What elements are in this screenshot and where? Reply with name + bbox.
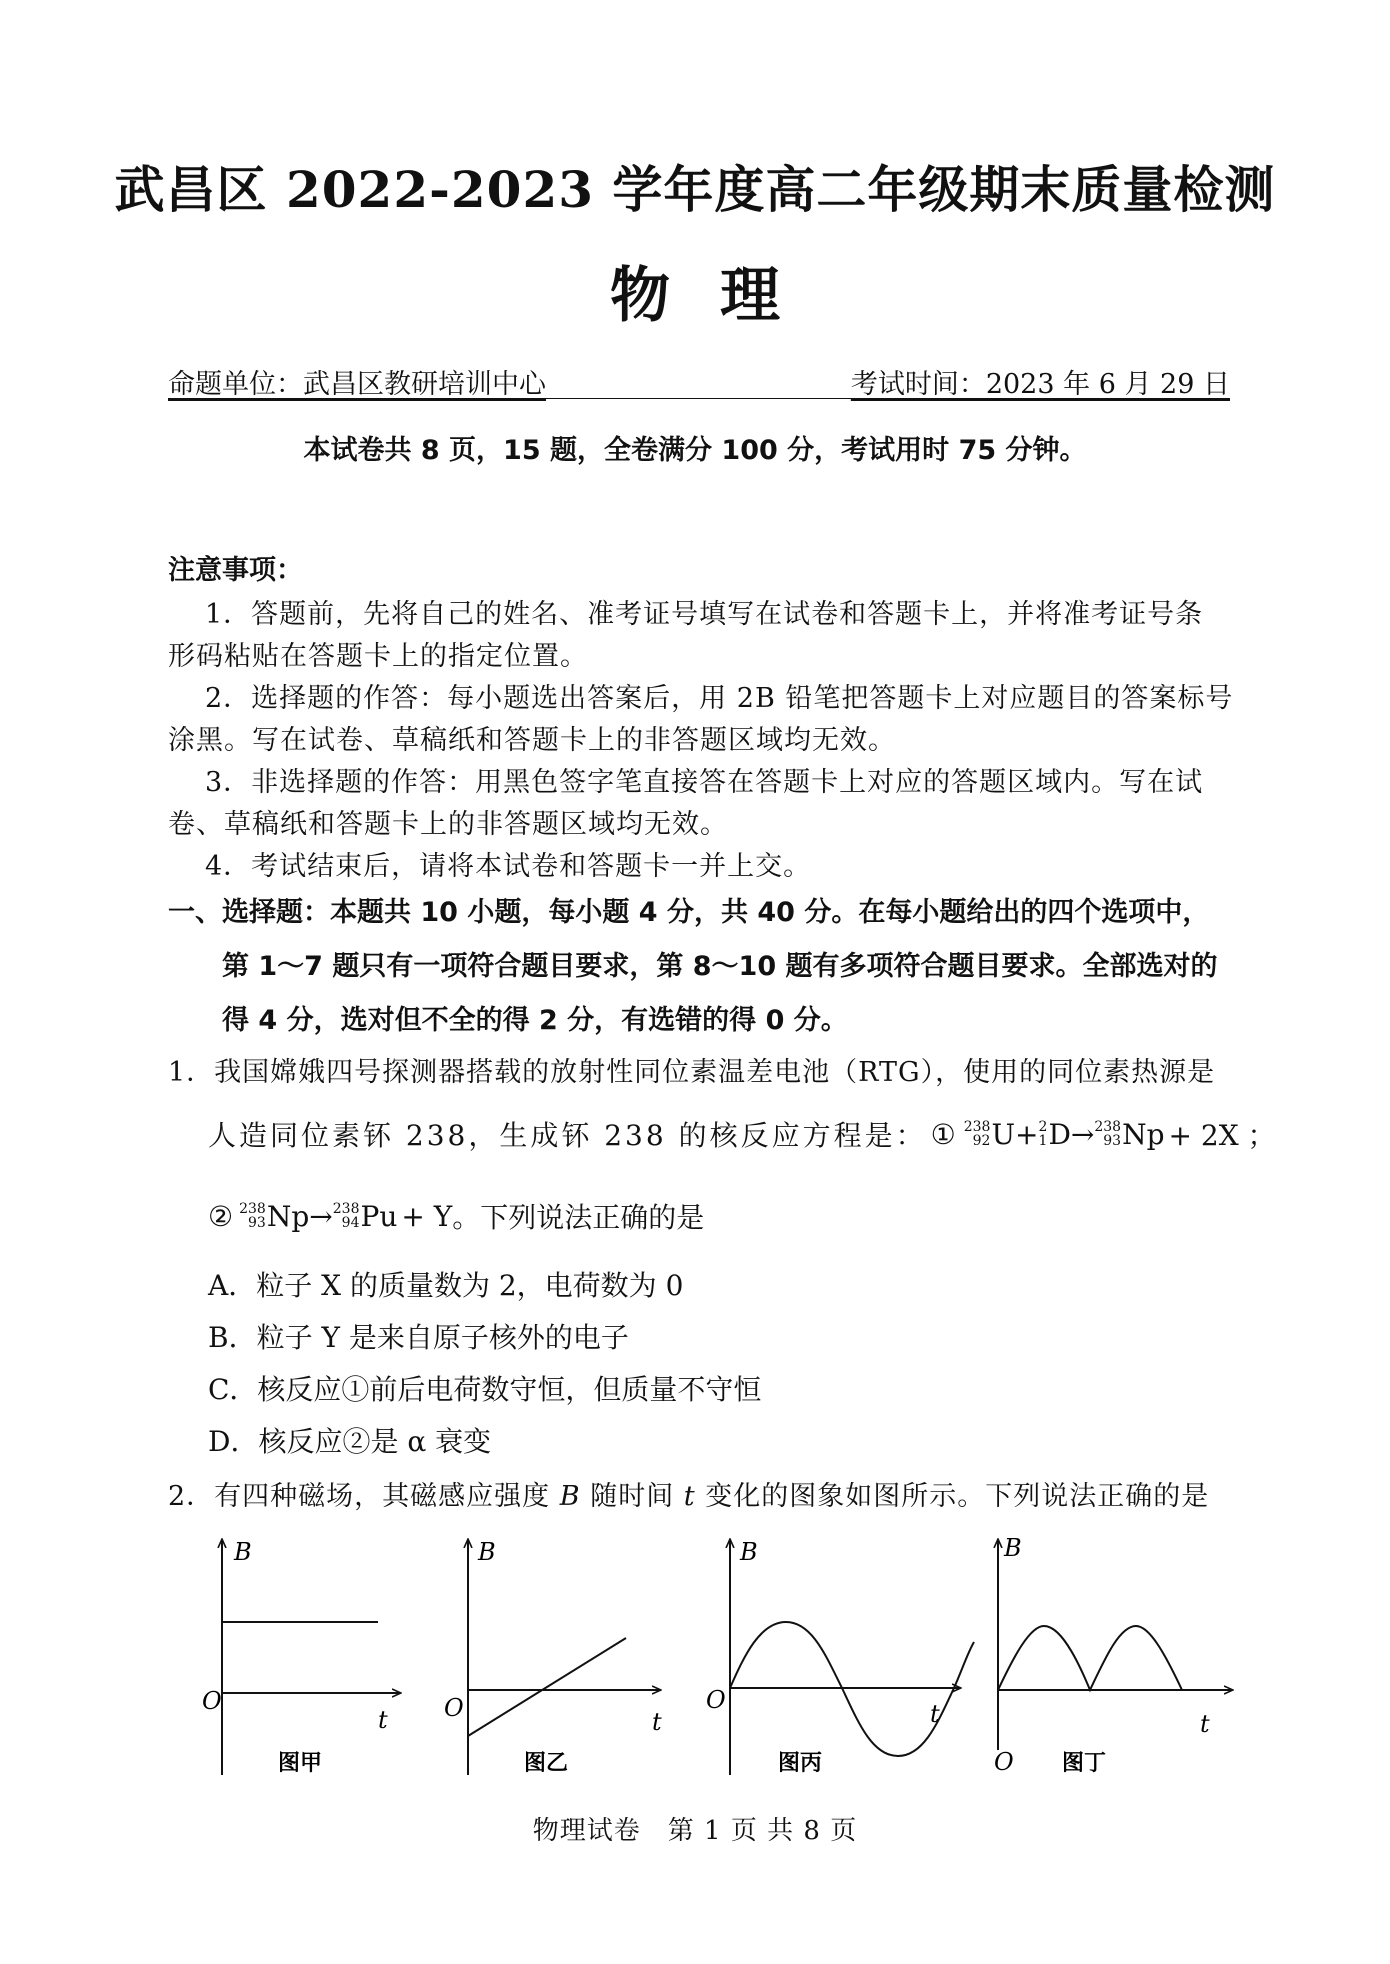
q2-stem-prefix: 2．有四种磁场，其磁感应强度	[168, 1481, 560, 1512]
np2-charge: 93	[248, 1215, 266, 1231]
section1-line-3: 得 4 分，选对但不全的得 2 分，有选错的得 0 分。	[222, 1005, 848, 1036]
eq1-mark: ①	[930, 1117, 956, 1151]
q1-stem-line-3: 。下列说法正确的是	[452, 1201, 705, 1234]
graph-jia-caption: 图甲	[278, 1751, 323, 1776]
notice-item-3-line-1: 3．非选择题的作答：用黑色签字笔直接答在答题卡上对应的答题区域内。写在试	[205, 767, 1204, 798]
graph-yi-x-label: t	[652, 1708, 662, 1736]
header-divider	[168, 398, 1230, 399]
notice-item-3-line-2: 卷、草稿纸和答题卡上的非答题区域均无效。	[168, 809, 728, 840]
graph-ding-y-label: B	[1004, 1534, 1022, 1562]
q1-option-a: A．粒子 X 的质量数为 2，电荷数为 0	[208, 1269, 684, 1302]
q1-stem-line-1: 1．我国嫦娥四号探测器搭载的放射性同位素温差电池（RTG），使用的同位素热源是	[168, 1057, 1216, 1088]
graph-bing-x-label: t	[930, 1700, 940, 1728]
notice-item-2-line-1: 2．选择题的作答：每小题选出答案后，用 2B 铅笔把答题卡上对应题目的答案标号	[205, 683, 1234, 714]
arrow-2: →	[309, 1199, 333, 1233]
q1-option-c: C．核反应①前后电荷数守恒，但质量不守恒	[208, 1373, 762, 1406]
graph-ding-caption: 图丁	[1062, 1751, 1107, 1776]
pu-charge: 94	[341, 1215, 360, 1231]
graph-yi	[444, 1538, 662, 1776]
np2-symbol: Np	[266, 1199, 310, 1233]
eq1-tail: + 2X ；	[1168, 1119, 1276, 1152]
graph-yi-y-label: B	[478, 1538, 496, 1566]
plus-sign: +	[1015, 1117, 1039, 1151]
q1-equation-1-line	[208, 1114, 1276, 1154]
exam-title: 武昌区 2022-2023 学年度高二年级期末质量检测	[114, 160, 1276, 219]
graph-yi-curve	[468, 1638, 626, 1736]
graph-jia	[202, 1538, 400, 1776]
np-mass: 238	[1094, 1119, 1122, 1135]
np2-nuclide-numbers	[239, 1202, 266, 1230]
q1-option-b: B．粒子 Y 是来自原子核外的电子	[208, 1321, 629, 1354]
q1-stem-line-2: 人造同位素钚 238，生成钚 238 的核反应方程是：	[208, 1119, 927, 1152]
eq2-mark: ②	[208, 1199, 234, 1233]
d-symbol: D	[1048, 1117, 1071, 1151]
graph-ding	[994, 1534, 1232, 1776]
np-charge: 93	[1103, 1133, 1122, 1149]
np-symbol: Np	[1122, 1117, 1165, 1151]
q2-stem-suffix: 变化的图象如图所示。下列说法正确的是	[695, 1481, 1210, 1512]
section1-line-1: 一、选择题：本题共 10 小题，每小题 4 分，共 40 分。在每小题给出的四个选项中，	[168, 897, 1210, 928]
graph-bing-caption: 图丙	[778, 1751, 823, 1776]
graph-yi-caption: 图乙	[524, 1751, 569, 1776]
pu-nuclide-numbers	[333, 1202, 360, 1230]
arrow-1: →	[1070, 1117, 1095, 1151]
d-mass: 2	[1038, 1119, 1048, 1135]
u-mass: 238	[963, 1119, 991, 1135]
graph-bing	[706, 1538, 974, 1776]
q2-var-b: B	[559, 1481, 581, 1512]
q2-var-t: t	[683, 1481, 696, 1512]
q1-option-d: D．核反应②是 α 衰变	[208, 1425, 492, 1458]
graph-yi-origin: O	[444, 1694, 464, 1722]
section1-line-2: 第 1～7 题只有一项符合题目要求，第 8～10 题有多项符合题目要求。全部选对的	[222, 951, 1218, 982]
exam-intro: 本试卷共 8 页，15 题，全卷满分 100 分，考试用时 75 分钟。	[303, 435, 1087, 466]
page-footer: 物理试卷 第 1 页 共 8 页	[532, 1816, 858, 1846]
graph-ding-x-label: t	[1200, 1710, 1210, 1738]
graph-bing-y-label: B	[740, 1538, 758, 1566]
q2-graphs	[0, 1520, 1390, 1800]
np-nuclide-numbers	[1094, 1120, 1121, 1148]
pu-symbol: Pu	[360, 1199, 398, 1233]
exam-unit: 命题单位：武昌区教研培训中心	[168, 369, 546, 400]
graph-jia-x-label: t	[378, 1706, 388, 1734]
q1-equation-2-line	[208, 1196, 704, 1236]
u-symbol: U	[991, 1117, 1016, 1151]
subject-title: 物理	[610, 261, 830, 331]
exam-time: 考试时间：2023 年 6 月 29 日	[850, 369, 1230, 400]
graph-ding-curve	[998, 1626, 1182, 1690]
graph-jia-origin: O	[202, 1687, 222, 1715]
graph-bing-origin: O	[706, 1686, 726, 1714]
eq2-tail: + Y	[401, 1199, 453, 1233]
q2-stem	[168, 1474, 1209, 1513]
notice-item-2-line-2: 涂黑。写在试卷、草稿纸和答题卡上的非答题区域均无效。	[168, 725, 896, 756]
pu-mass: 238	[332, 1201, 360, 1217]
q2-stem-mid: 随时间	[580, 1481, 684, 1512]
u-nuclide-numbers	[964, 1120, 991, 1148]
notice-item-1-line-2: 形码粘贴在答题卡上的指定位置。	[168, 641, 588, 672]
notice-heading: 注意事项：	[168, 555, 303, 586]
u-charge: 92	[972, 1133, 991, 1149]
d-charge: 1	[1038, 1133, 1048, 1149]
graph-jia-y-label: B	[234, 1538, 252, 1566]
d-nuclide-numbers	[1039, 1120, 1048, 1148]
np2-mass: 238	[239, 1201, 266, 1217]
graph-ding-origin: O	[994, 1748, 1014, 1776]
notice-item-4: 4．考试结束后，请将本试卷和答题卡一并上交。	[205, 851, 812, 882]
notice-item-1-line-1: 1．答题前，先将自己的姓名、准考证号填写在试卷和答题卡上，并将准考证号条	[205, 599, 1204, 630]
